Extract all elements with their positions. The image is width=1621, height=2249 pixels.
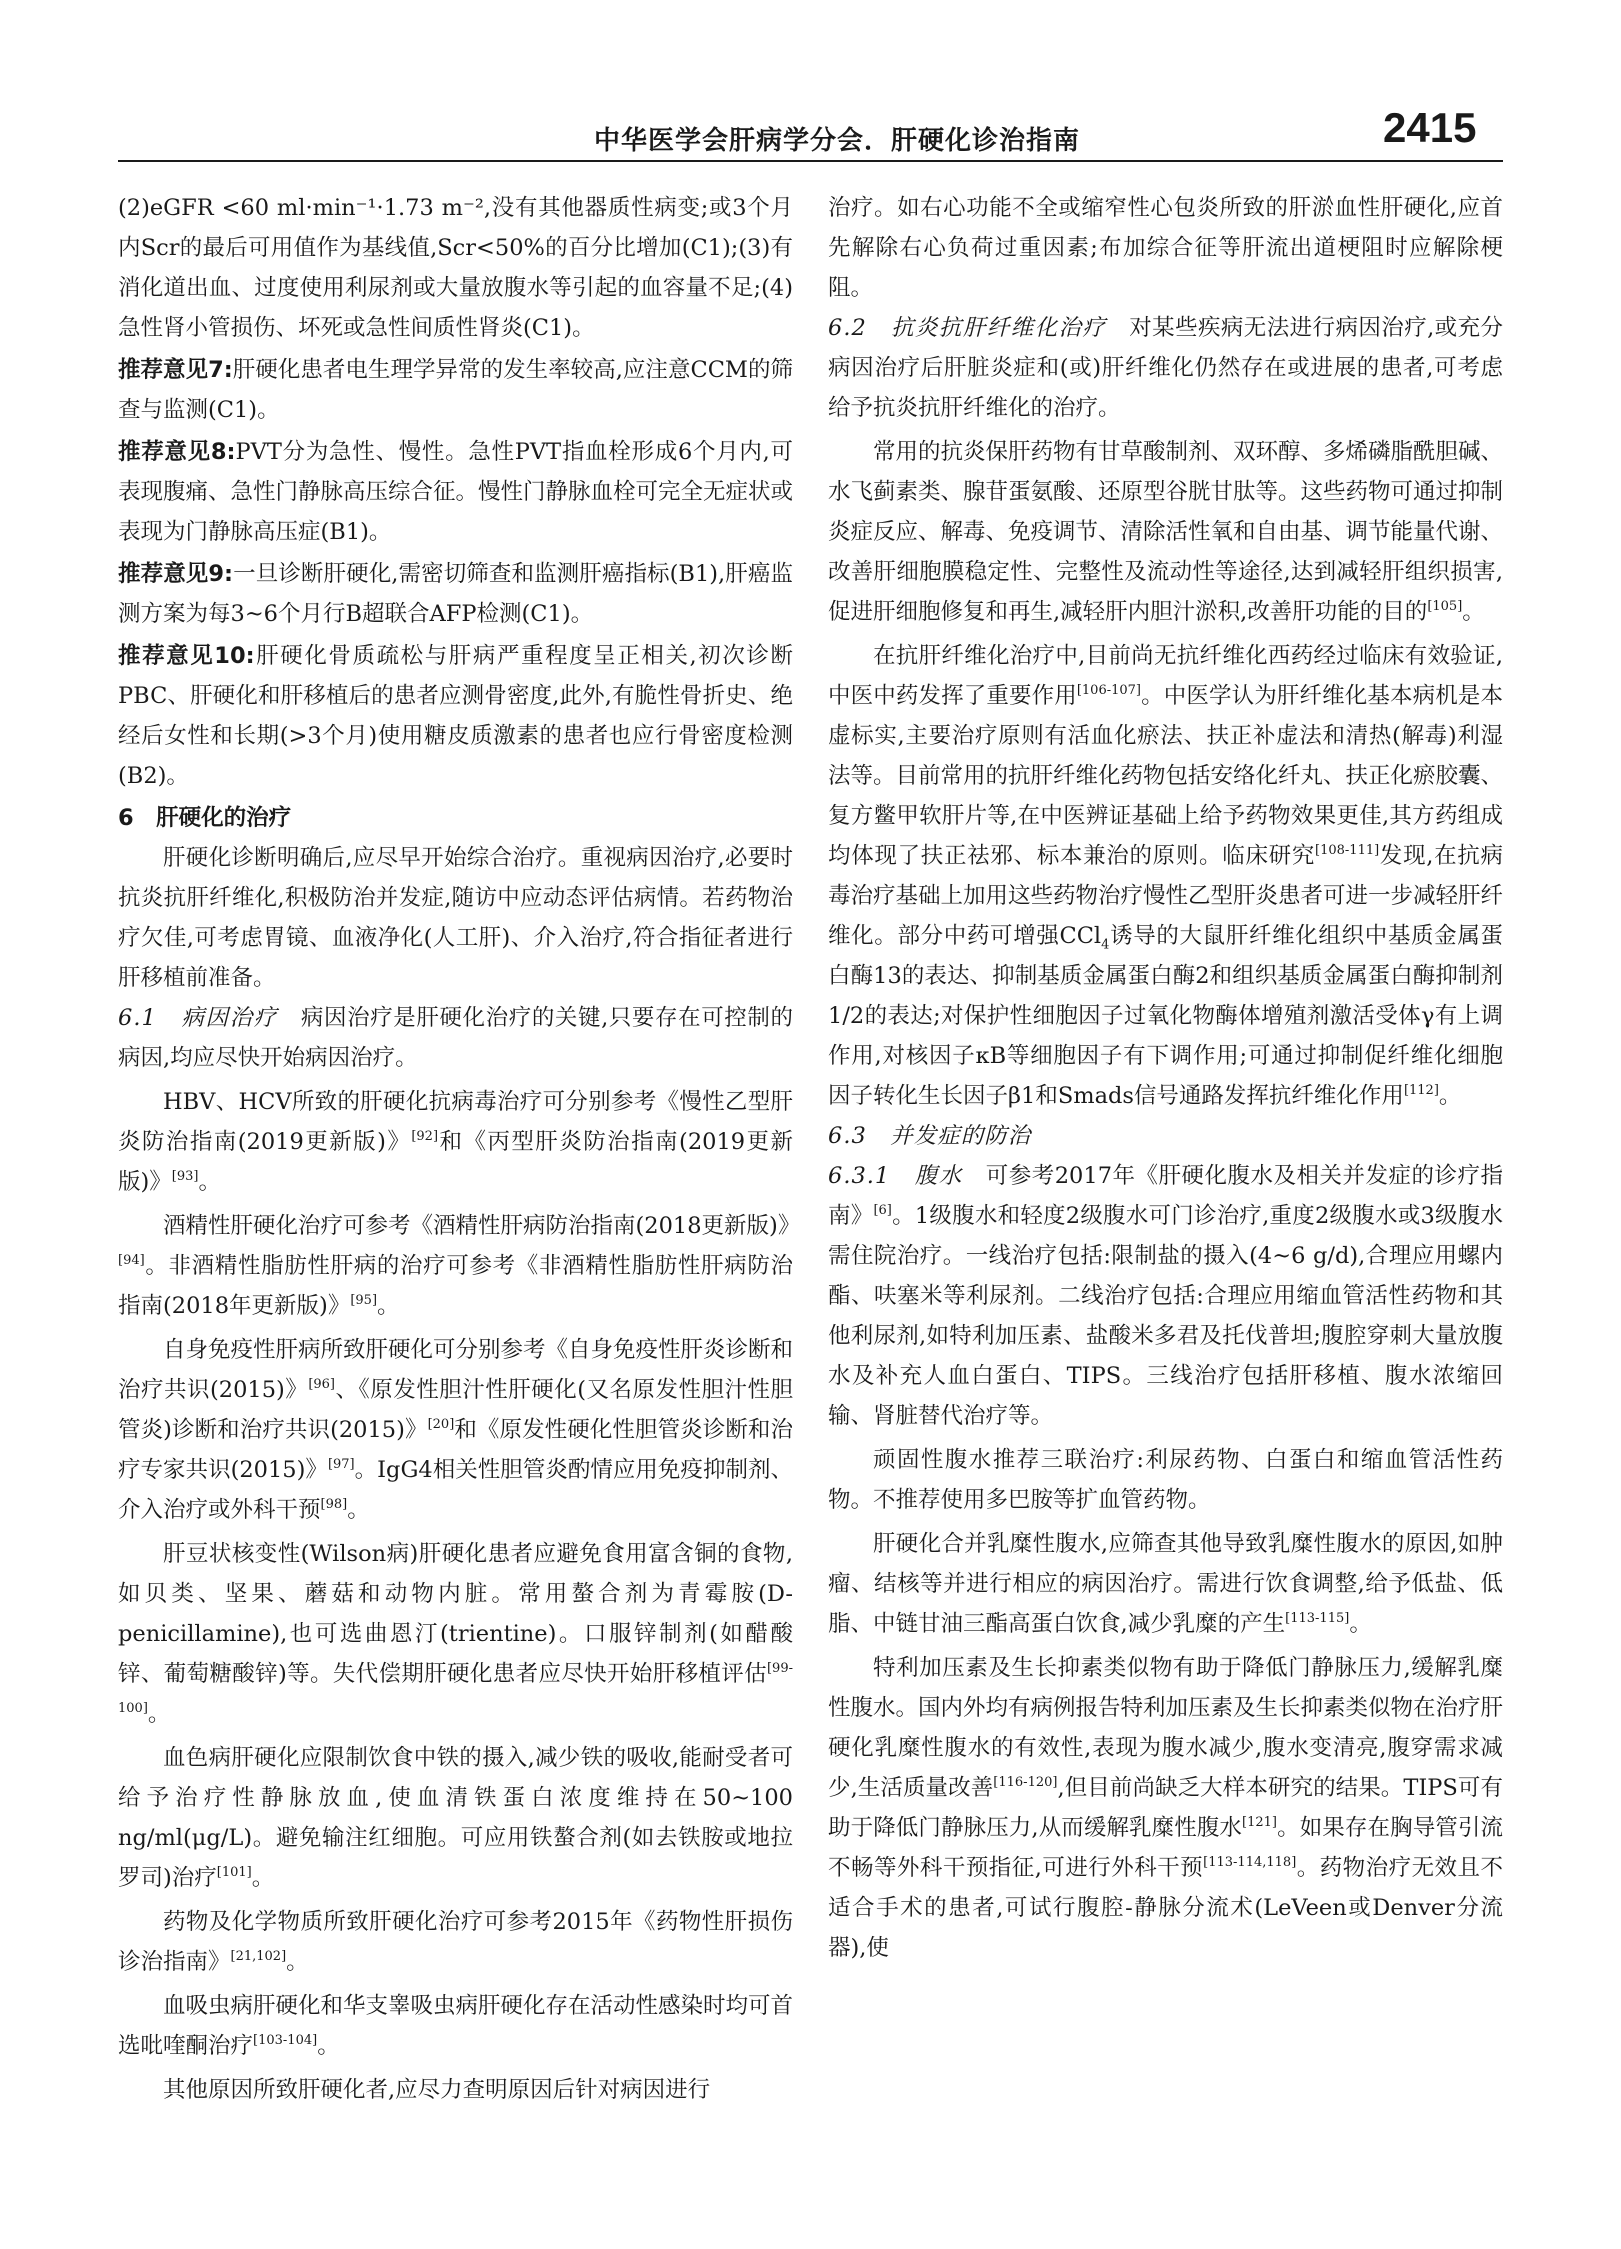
paragraph-other-causes-continued: 治疗。如右心功能不全或缩窄性心包炎所致的肝淤血性肝硬化,应首先解除右心负荷过重因素;布加综合征等肝流出道梗阻时应解除梗阻。 [828, 195, 1503, 301]
paragraph-hbv-hcv: HBV、HCV所致的肝硬化抗病毒治疗可分别参考《慢性乙型肝炎防治指南(2019更新版)》[92]和《丙型肝炎防治指南(2019更新版)》[93]。 [118, 1089, 793, 1195]
paragraph-tcm-antifibrosis: 在抗肝纤维化治疗中,目前尚无抗纤维化西药经过临床有效验证,中医中药发挥了重要作用[106-107]。中医学认为肝纤维化基本病机是本虚标实,主要治疗原则有活血化瘀法、扶正补虚法和清热(解毒)利湿法等。目前常用的抗肝纤维化药物包括安络化纤丸、扶正化瘀胶囊、复方鳖甲软肝片等,在中医辨证基础上给予药物效果更佳,其方药组成均体现了扶正祛邪、标本兼治的原则。临床研究[108-111]发现,在抗病毒治疗基础上加用这些药物治疗慢性乙型肝炎患者可进一步减轻肝纤维化。部分中药可增强CCl$_4$诱导的大鼠肝纤维化组织中基质金属蛋白酶13的表达、抑制基质金属蛋白酶2和组织基质金属蛋白酶抑制剂1/2的表达;对保护性细胞因子过氧化物酶体增殖剂激活受体γ有上调作用,对核因子κB等细胞因子有下调作用;可通过抑制促纤维化细胞因子转化生长因子β1和Smads信号通路发挥抗纤维化作用[112]。 [828, 643, 1504, 1109]
citation: [113-114,118] [1203, 1855, 1297, 1870]
paragraph-hemochromatosis: 血色病肝硬化应限制饮食中铁的摄入,减少铁的吸收,能耐受者可给予治疗性静脉放血,使血清铁蛋白浓度维持在50~100 ng/ml(μg/L)。避免输注红细胞。可应用铁螯合剂(如去铁胺或地拉罗司)治疗[101]。 [118, 1745, 793, 1891]
recommendation-title: 推荐意见10: [118, 643, 255, 669]
citation: [98] [320, 1497, 348, 1512]
citation: [113-115] [1285, 1611, 1350, 1626]
recommendation-10 [118, 636, 793, 796]
paragraph-autoimmune: 自身免疫性肝病所致肝硬化可分别参考《自身免疫性肝炎诊断和治疗共识(2015)》[96]、《原发性胆汁性肝硬化(又名原发性胆汁性胆管炎)诊断和治疗共识(2015)》[20]和《原发性硬化性胆管炎诊断和治疗专家共识(2015)》[97]。IgG4相关性胆管炎酌情应用免疫抑制剂、介入治疗或外科干预[98]。 [118, 1337, 794, 1523]
left-column [118, 188, 801, 2110]
paragraph-other-causes: 其他原因所致肝硬化者,应尽力查明原因后针对病因进行 [163, 2077, 711, 2103]
right-column [828, 188, 1503, 1968]
recommendation-text: 肝硬化患者电生理学异常的发生率较高,应注意CCM的筛查与监测(C1)。 [118, 357, 794, 423]
subscript: 4 [1101, 937, 1110, 953]
recommendation-title: 推荐意见9: [118, 561, 234, 587]
subsection-heading: 6.1 病因治疗 [118, 1005, 278, 1031]
citation: [99-100] [118, 1661, 793, 1716]
recommendation-text: 一旦诊断肝硬化,需密切筛查和监测肝癌指标(B1),肝癌监测方案为每3~6个月行B超联合AFP检测(C1)。 [118, 561, 793, 627]
recommendation-8 [118, 432, 793, 552]
section-6-1 [118, 998, 793, 1078]
subsection-heading: 6.2 抗炎抗肝纤维化治疗 [828, 315, 1107, 341]
paragraph-treatment-intro: 肝硬化诊断明确后,应尽早开始综合治疗。重视病因治疗,必要时抗炎抗肝纤维化,积极防治并发症,随访中应动态评估病情。若药物治疗欠佳,可考虑胃镜、血液净化(人工肝)、介入治疗,符合指征者进行肝移植前准备。 [118, 845, 793, 991]
citation: [97] [327, 1457, 355, 1472]
citation: [106-107] [1076, 683, 1142, 698]
recommendation-7 [118, 350, 793, 430]
paragraph-chylous-ascites: 肝硬化合并乳糜性腹水,应筛查其他导致乳糜性腹水的原因,如肿瘤、结核等并进行相应的病因治疗。需进行饮食调整,给予低盐、低脂、中链甘油三酯高蛋白饮食,减少乳糜的产生[113-115]。 [828, 1531, 1503, 1637]
recommendation-9 [118, 554, 793, 634]
paragraph-aki-criteria: (2)eGFR <60 ml·min⁻¹·1.73 m⁻²,没有其他器质性病变;或3个月内Scr的最后可用值作为基线值,Scr<50%的百分比增加(C1);(3)有消化道出血、过度使用利尿剂或大量放腹水等引起的血容量不足;(4)急性肾小管损伤、坏死或急性间质性肾炎(C1)。 [118, 195, 793, 341]
section-6-3-1: 6.3.1 腹水 可参考2017年《肝硬化腹水及相关并发症的诊疗指南》[6]。1级腹水和轻度2级腹水可门诊治疗,重度2级腹水或3级腹水需住院治疗。一线治疗包括:限制盐的摄入(4~6 g/d),合理应用螺内酯、呋塞米等利尿剂。二线治疗包括:合理应用缩血管活性药物和其他利尿剂,如特利加压素、盐酸米多君及托伐普坦;腹腔穿刺大量放腹水及补充人血白蛋白、TIPS。三线治疗包括肝移植、腹水浓缩回输、肾脏替代治疗等。 [828, 1163, 1503, 1429]
paragraph-refractory-ascites: 顽固性腹水推荐三联治疗:利尿药物、白蛋白和缩血管活性药物。不推荐使用多巴胺等扩血管药物。 [828, 1447, 1503, 1513]
section-6-3-heading: 6.3 并发症的防治 [828, 1123, 1032, 1149]
paragraph-schistosomiasis: 血吸虫病肝硬化和华支睾吸虫病肝硬化存在活动性感染时均可首选吡喹酮治疗[103-104]。 [118, 1993, 794, 2059]
section-6-2 [828, 308, 1503, 428]
header-rule [118, 160, 1503, 162]
paragraph-alcoholic: 酒精性肝硬化治疗可参考《酒精性肝病防治指南(2018更新版)》[94]。非酒精性脂肪性肝病的治疗可参考《非酒精性脂肪性肝病防治指南(2018年更新版)》[95]。 [118, 1213, 801, 1319]
paragraph-hepatoprotective-drugs: 常用的抗炎保肝药物有甘草酸制剂、双环醇、多烯磷脂酰胆碱、水飞蓟素类、腺苷蛋氨酸、还原型谷胱甘肽等。这些药物可通过抑制炎症反应、解毒、免疫调节、清除活性氧和自由基、调节能量代谢、改善肝细胞膜稳定性、完整性及流动性等途径,达到减轻肝组织损害,促进肝细胞修复和再生,减轻肝内胆汁淤积,改善肝功能的目的[105]。 [828, 439, 1504, 625]
journal-header-title: 中华医学会肝病学分会．肝硬化诊治指南 [594, 126, 1081, 156]
citation: [21,102] [230, 1949, 287, 1964]
citation: [112] [1403, 1083, 1439, 1098]
paragraph-wilson: 肝豆状核变性(Wilson病)肝硬化患者应避免食用富含铜的食物,如贝类、坚果、蘑菇和动物内脏。常用螯合剂为青霉胺(D-penicillamine),也可选曲恩汀(trientine)。口服锌制剂(如醋酸锌、葡萄糖酸锌)等。失代偿期肝硬化患者应尽快开始肝移植评估[99-100]。 [118, 1541, 793, 1727]
citation: [108-111] [1315, 843, 1380, 858]
recommendation-text: PVT分为急性、慢性。急性PVT指血栓形成6个月内,可表现腹痛、急性门静脉高压综合征。慢性门静脉血栓可完全无症状或表现为门静脉高压症(B1)。 [118, 439, 794, 545]
section-6-heading: 6 肝硬化的治疗 [118, 805, 292, 831]
paragraph-terlipressin: 特利加压素及生长抑素类似物有助于降低门静脉压力,缓解乳糜性腹水。国内外均有病例报告特利加压素及生长抑素类似物在治疗肝硬化乳糜性腹水的有效性,表现为腹水减少,腹水变清亮,腹穿需求减少,生活质量改善[116-120],但目前尚缺乏大样本研究的结果。TIPS可有助于降低门静脉压力,从而缓解乳糜性腹水[121]。如果存在胸导管引流不畅等外科干预指征,可进行外科干预[113-114,118]。药物治疗无效且不适合手术的患者,可试行腹腔-静脉分流术(LeVeen或Denver分流器),使 [828, 1655, 1504, 1961]
citation: [6] [873, 1203, 892, 1218]
subsection-heading: 6.3.1 腹水 [828, 1163, 963, 1189]
citation: [116-120] [993, 1775, 1058, 1790]
citation: [92] [411, 1129, 439, 1144]
citation: [20] [427, 1417, 455, 1432]
subsection-text: 对某些疾病无法进行病因治疗,或充分病因治疗后肝脏炎症和(或)肝纤维化仍然存在或进展的患者,可考虑给予抗炎抗肝纤维化的治疗。 [828, 315, 1503, 421]
paragraph-drug-induced: 药物及化学物质所致肝硬化治疗可参考2015年《药物性肝损伤诊治指南》[21,102]。 [118, 1909, 793, 1975]
citation: [96] [308, 1377, 335, 1392]
citation: [105] [1427, 599, 1463, 614]
citation: [93] [171, 1169, 199, 1184]
page-number: 2415 [1383, 104, 1477, 151]
recommendation-title: 推荐意见8: [118, 439, 236, 465]
recommendation-text: 肝硬化骨质疏松与肝病严重程度呈正相关,初次诊断PBC、肝硬化和肝移植后的患者应测骨密度,此外,有脆性骨折史、绝经后女性和长期(>3个月)使用糖皮质激素的患者也应行骨密度检测(B2)。 [118, 643, 794, 789]
citation: [121] [1242, 1815, 1277, 1830]
citation: [95] [350, 1293, 378, 1308]
recommendation-title: 推荐意见7: [118, 357, 233, 383]
subsection-text: 病因治疗是肝硬化治疗的关键,只要存在可控制的病因,均应尽快开始病因治疗。 [118, 1005, 793, 1071]
citation: [101] [216, 1865, 252, 1880]
citation: [94] [118, 1253, 145, 1268]
citation: [103-104] [253, 2033, 318, 2048]
